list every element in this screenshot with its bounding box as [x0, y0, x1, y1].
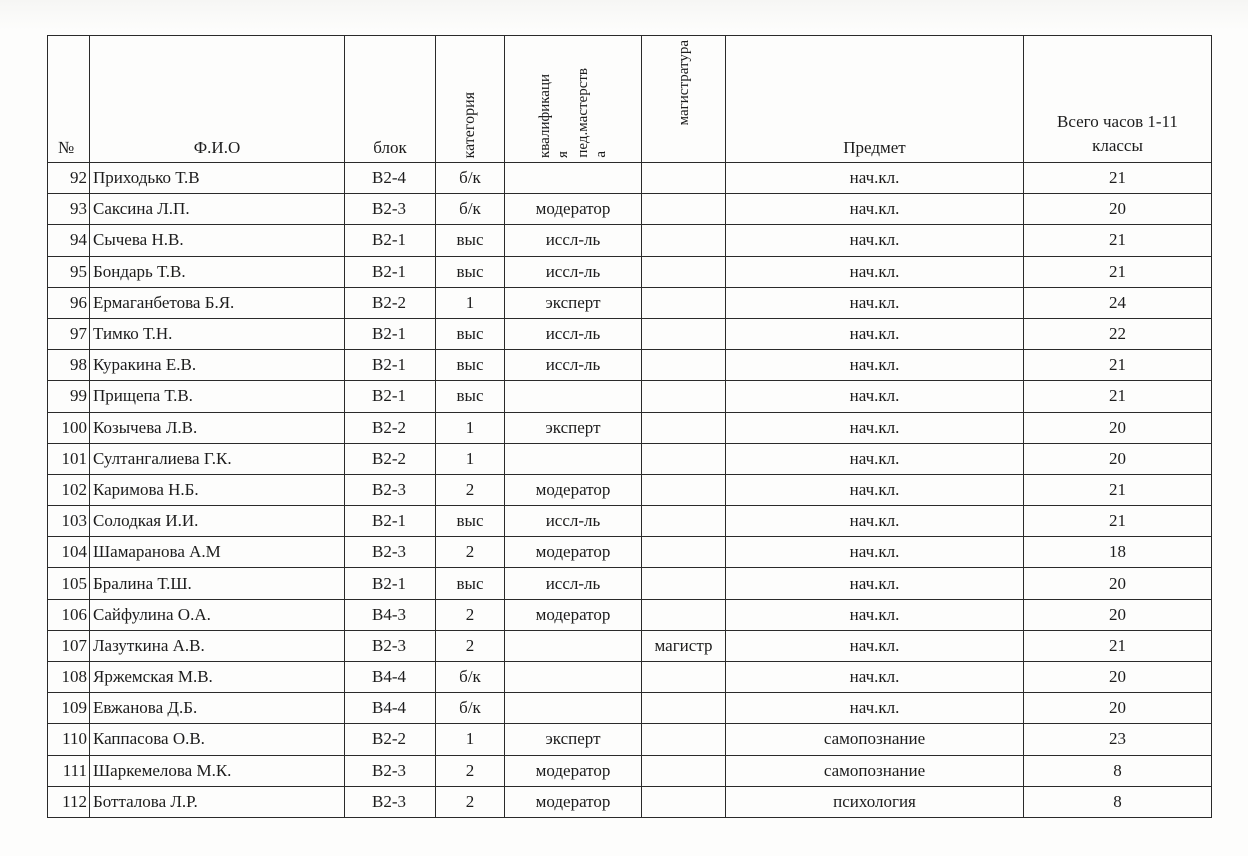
row-magistratura	[642, 163, 726, 194]
table-row	[48, 412, 1212, 443]
row-subject: нач.кл.	[726, 318, 1024, 349]
row-number: 101	[48, 443, 90, 474]
row-magistratura	[642, 506, 726, 537]
row-qualification: иссл-ль	[505, 506, 642, 537]
row-category: 2	[436, 755, 505, 786]
header-magistratura	[642, 36, 726, 163]
row-hours: 20	[1024, 443, 1212, 474]
row-magistratura	[642, 318, 726, 349]
table-row	[48, 662, 1212, 693]
row-number: 100	[48, 412, 90, 443]
row-magistratura	[642, 381, 726, 412]
row-magistratura: магистр	[642, 630, 726, 661]
row-blok: В2-3	[345, 755, 436, 786]
row-subject: психология	[726, 786, 1024, 817]
row-blok: В2-3	[345, 630, 436, 661]
row-magistratura	[642, 443, 726, 474]
row-subject: нач.кл.	[726, 256, 1024, 287]
row-category: выс	[436, 256, 505, 287]
row-number: 110	[48, 724, 90, 755]
row-fio: Каримова Н.Б.	[90, 474, 345, 505]
row-blok: В2-3	[345, 537, 436, 568]
row-number: 109	[48, 693, 90, 724]
row-blok: В2-3	[345, 194, 436, 225]
row-qualification	[505, 662, 642, 693]
row-qualification: модератор	[505, 755, 642, 786]
row-blok: В2-3	[345, 786, 436, 817]
table-row	[48, 318, 1212, 349]
row-qualification: модератор	[505, 599, 642, 630]
row-qualification: модератор	[505, 474, 642, 505]
row-subject: нач.кл.	[726, 599, 1024, 630]
row-fio: Солодкая И.И.	[90, 506, 345, 537]
scan-margin	[0, 0, 1248, 30]
header-kategoriya	[436, 36, 505, 163]
row-magistratura	[642, 568, 726, 599]
row-number: 92	[48, 163, 90, 194]
row-fio: Лазуткина А.В.	[90, 630, 345, 661]
row-category: 2	[436, 599, 505, 630]
row-qualification: иссл-ль	[505, 568, 642, 599]
row-magistratura	[642, 287, 726, 318]
row-subject: самопознание	[726, 724, 1024, 755]
row-fio: Сычева Н.В.	[90, 225, 345, 256]
row-number: 112	[48, 786, 90, 817]
row-fio: Шаркемелова М.К.	[90, 755, 345, 786]
row-subject: нач.кл.	[726, 693, 1024, 724]
row-hours: 22	[1024, 318, 1212, 349]
row-qualification: иссл-ль	[505, 225, 642, 256]
header-row	[48, 36, 1212, 163]
table-row	[48, 474, 1212, 505]
row-fio: Приходько Т.В	[90, 163, 345, 194]
row-hours: 23	[1024, 724, 1212, 755]
row-blok: В2-1	[345, 381, 436, 412]
row-qualification: иссл-ль	[505, 256, 642, 287]
row-category: выс	[436, 225, 505, 256]
row-blok: В2-2	[345, 412, 436, 443]
row-fio: Бралина Т.Ш.	[90, 568, 345, 599]
row-category: б/к	[436, 693, 505, 724]
row-qualification	[505, 693, 642, 724]
row-number: 99	[48, 381, 90, 412]
header-qualification	[505, 36, 642, 163]
row-blok: В2-1	[345, 568, 436, 599]
row-hours: 20	[1024, 194, 1212, 225]
row-fio: Прищепа Т.В.	[90, 381, 345, 412]
header-hours-text: Всего часов 1-11 классы	[1057, 112, 1178, 155]
row-qualification	[505, 443, 642, 474]
row-hours: 20	[1024, 599, 1212, 630]
row-blok: В2-2	[345, 287, 436, 318]
row-magistratura	[642, 599, 726, 630]
table-row	[48, 350, 1212, 381]
row-category: 2	[436, 537, 505, 568]
row-subject: нач.кл.	[726, 568, 1024, 599]
row-blok: В2-1	[345, 256, 436, 287]
row-number: 111	[48, 755, 90, 786]
row-category: выс	[436, 350, 505, 381]
row-subject: нач.кл.	[726, 381, 1024, 412]
row-qualification	[505, 381, 642, 412]
row-magistratura	[642, 256, 726, 287]
table-row	[48, 724, 1212, 755]
row-number: 104	[48, 537, 90, 568]
header-hours	[1024, 36, 1212, 163]
row-hours: 20	[1024, 662, 1212, 693]
row-hours: 21	[1024, 381, 1212, 412]
row-hours: 21	[1024, 163, 1212, 194]
table-body	[48, 163, 1212, 818]
row-fio: Бондарь Т.В.	[90, 256, 345, 287]
row-hours: 21	[1024, 474, 1212, 505]
row-magistratura	[642, 350, 726, 381]
table-row	[48, 693, 1212, 724]
row-magistratura	[642, 693, 726, 724]
table-row	[48, 630, 1212, 661]
row-number: 108	[48, 662, 90, 693]
row-fio: Козычева Л.В.	[90, 412, 345, 443]
table-row	[48, 537, 1212, 568]
row-magistratura	[642, 786, 726, 817]
row-hours: 20	[1024, 693, 1212, 724]
row-qualification: эксперт	[505, 724, 642, 755]
row-category: выс	[436, 318, 505, 349]
row-hours: 21	[1024, 630, 1212, 661]
row-hours: 8	[1024, 755, 1212, 786]
row-magistratura	[642, 474, 726, 505]
header-fio: Ф.И.О	[90, 36, 345, 163]
header-blok: блок	[345, 36, 436, 163]
row-subject: нач.кл.	[726, 194, 1024, 225]
row-fio: Ботталова Л.Р.	[90, 786, 345, 817]
row-blok: В2-1	[345, 350, 436, 381]
row-qualification: эксперт	[505, 412, 642, 443]
staff-table	[47, 35, 1212, 818]
row-number: 98	[48, 350, 90, 381]
header-qual-line1: квалификаци я	[537, 74, 571, 158]
row-fio: Евжанова Д.Б.	[90, 693, 345, 724]
table-row	[48, 443, 1212, 474]
row-hours: 20	[1024, 412, 1212, 443]
row-category: выс	[436, 506, 505, 537]
row-number: 95	[48, 256, 90, 287]
table-row	[48, 381, 1212, 412]
row-category: выс	[436, 381, 505, 412]
row-category: 1	[436, 443, 505, 474]
table-row	[48, 506, 1212, 537]
row-blok: В2-4	[345, 163, 436, 194]
row-category: б/к	[436, 194, 505, 225]
header-num: №	[48, 36, 90, 163]
row-blok: В2-1	[345, 225, 436, 256]
row-fio: Яржемская М.В.	[90, 662, 345, 693]
table-row	[48, 256, 1212, 287]
row-blok: В2-2	[345, 443, 436, 474]
row-number: 102	[48, 474, 90, 505]
row-magistratura	[642, 412, 726, 443]
row-subject: нач.кл.	[726, 662, 1024, 693]
row-number: 105	[48, 568, 90, 599]
row-subject: нач.кл.	[726, 474, 1024, 505]
row-blok: В4-3	[345, 599, 436, 630]
row-qualification	[505, 163, 642, 194]
row-category: выс	[436, 568, 505, 599]
row-subject: нач.кл.	[726, 506, 1024, 537]
row-magistratura	[642, 537, 726, 568]
row-blok: В2-1	[345, 506, 436, 537]
row-hours: 21	[1024, 350, 1212, 381]
row-category: 1	[436, 287, 505, 318]
row-category: 2	[436, 474, 505, 505]
row-subject: нач.кл.	[726, 163, 1024, 194]
row-category: б/к	[436, 662, 505, 693]
row-blok: В2-3	[345, 474, 436, 505]
row-number: 97	[48, 318, 90, 349]
header-predmet: Предмет	[726, 36, 1024, 163]
row-fio: Куракина Е.В.	[90, 350, 345, 381]
row-number: 94	[48, 225, 90, 256]
row-fio: Саксина Л.П.	[90, 194, 345, 225]
row-category: 1	[436, 724, 505, 755]
row-blok: В2-1	[345, 318, 436, 349]
row-blok: В2-2	[345, 724, 436, 755]
header-kategoriya-text: категория	[461, 91, 478, 158]
row-subject: нач.кл.	[726, 350, 1024, 381]
row-category: 2	[436, 786, 505, 817]
row-category: б/к	[436, 163, 505, 194]
table-row	[48, 225, 1212, 256]
row-subject: нач.кл.	[726, 412, 1024, 443]
row-hours: 24	[1024, 287, 1212, 318]
row-hours: 18	[1024, 537, 1212, 568]
row-qualification: иссл-ль	[505, 318, 642, 349]
row-category: 1	[436, 412, 505, 443]
row-subject: самопознание	[726, 755, 1024, 786]
table-row	[48, 568, 1212, 599]
row-fio: Тимко Т.Н.	[90, 318, 345, 349]
row-hours: 21	[1024, 225, 1212, 256]
row-number: 96	[48, 287, 90, 318]
row-qualification: модератор	[505, 786, 642, 817]
row-fio: Султангалиева Г.К.	[90, 443, 345, 474]
row-number: 103	[48, 506, 90, 537]
row-qualification	[505, 630, 642, 661]
row-fio: Шамаранова А.М	[90, 537, 345, 568]
row-magistratura	[642, 755, 726, 786]
row-hours: 8	[1024, 786, 1212, 817]
row-magistratura	[642, 225, 726, 256]
row-subject: нач.кл.	[726, 537, 1024, 568]
header-ped-line: пед.мастерств а	[575, 68, 609, 158]
row-blok: В4-4	[345, 662, 436, 693]
row-blok: В4-4	[345, 693, 436, 724]
row-number: 93	[48, 194, 90, 225]
row-hours: 21	[1024, 506, 1212, 537]
row-subject: нач.кл.	[726, 225, 1024, 256]
table-row	[48, 194, 1212, 225]
row-qualification: модератор	[505, 194, 642, 225]
row-fio: Сайфулина О.А.	[90, 599, 345, 630]
row-fio: Каппасова О.В.	[90, 724, 345, 755]
row-number: 107	[48, 630, 90, 661]
row-magistratura	[642, 662, 726, 693]
row-subject: нач.кл.	[726, 287, 1024, 318]
row-subject: нач.кл.	[726, 630, 1024, 661]
table-row	[48, 786, 1212, 817]
row-hours: 21	[1024, 256, 1212, 287]
header-magistratura-text: магистратура	[675, 40, 692, 126]
row-fio: Ермаганбетова Б.Я.	[90, 287, 345, 318]
row-number: 106	[48, 599, 90, 630]
row-category: 2	[436, 630, 505, 661]
table-row	[48, 163, 1212, 194]
row-subject: нач.кл.	[726, 443, 1024, 474]
table-row	[48, 599, 1212, 630]
row-qualification: эксперт	[505, 287, 642, 318]
row-qualification: модератор	[505, 537, 642, 568]
row-magistratura	[642, 724, 726, 755]
row-qualification: иссл-ль	[505, 350, 642, 381]
table-row	[48, 755, 1212, 786]
row-magistratura	[642, 194, 726, 225]
row-hours: 20	[1024, 568, 1212, 599]
table-row	[48, 287, 1212, 318]
